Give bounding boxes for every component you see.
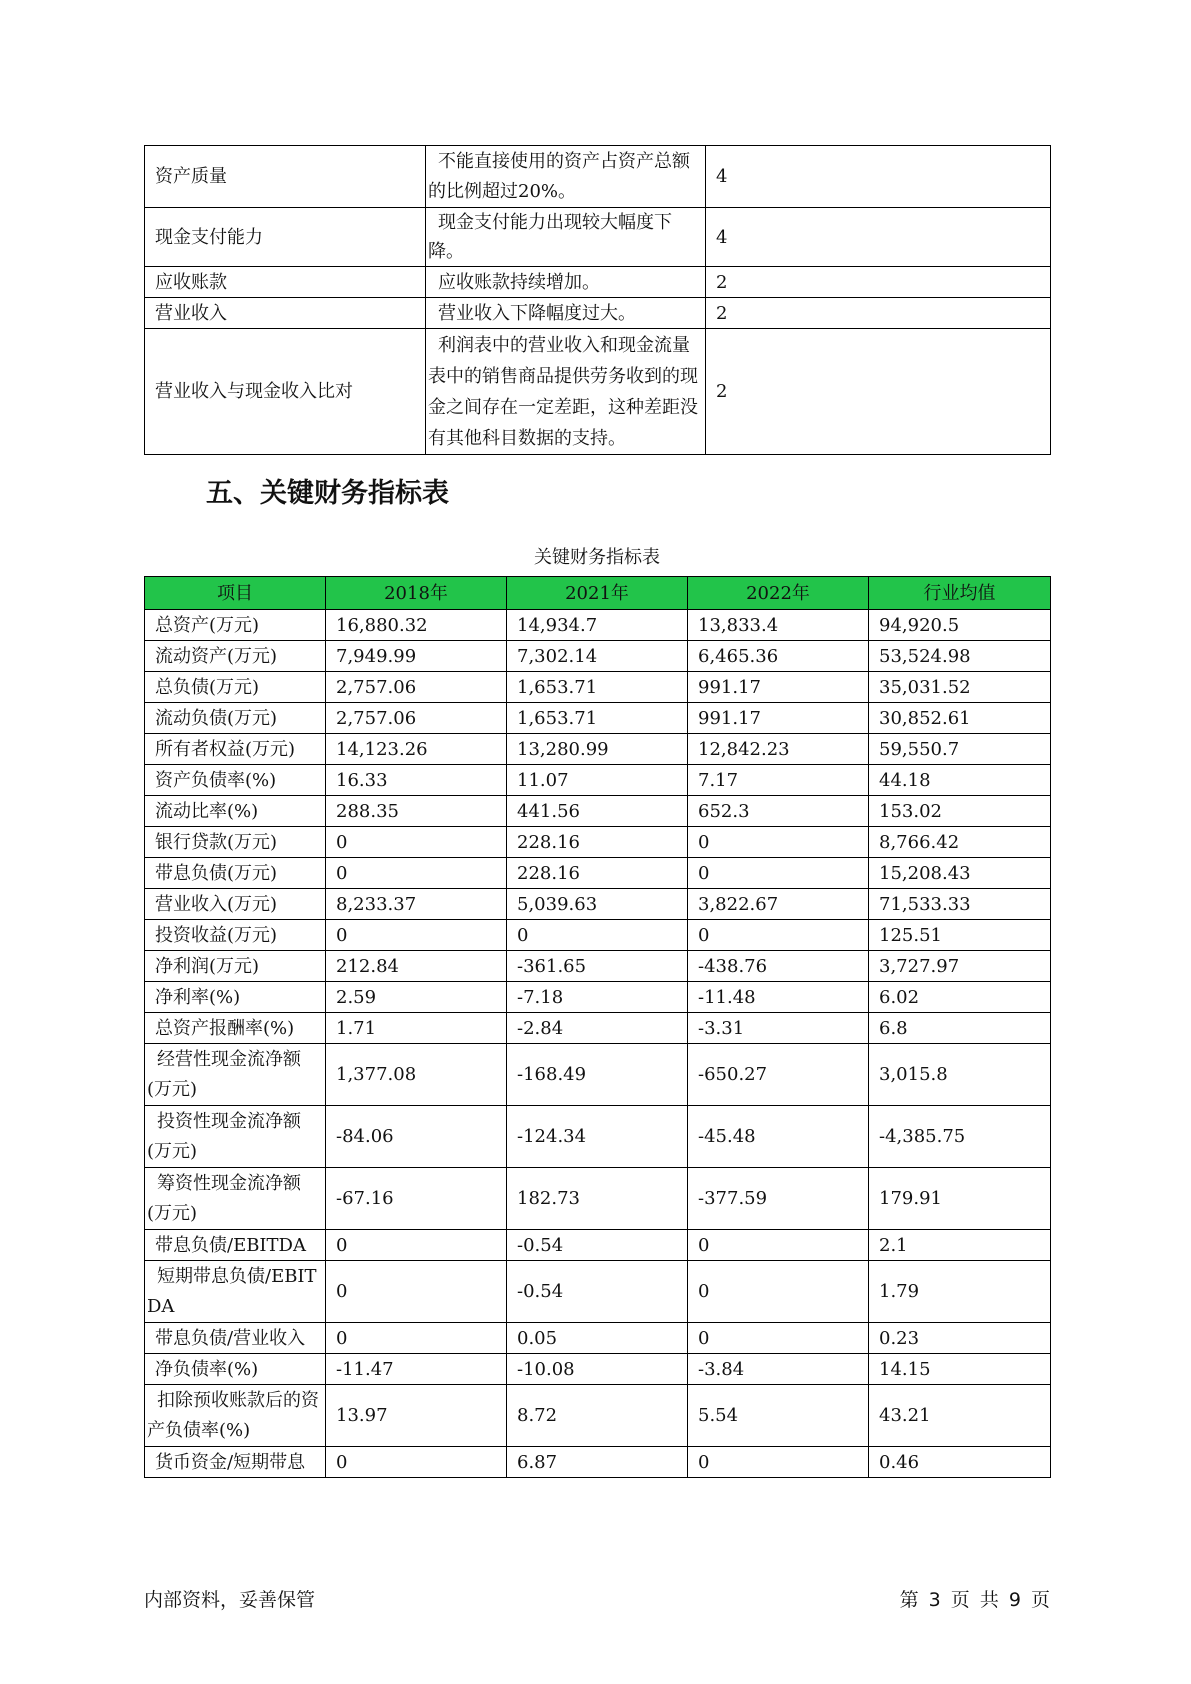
table-row bbox=[145, 1168, 1051, 1230]
indicator-value: 0 bbox=[326, 920, 507, 951]
indicator-name: 流动比率(%) bbox=[145, 796, 326, 827]
table-row bbox=[145, 329, 1051, 455]
indicator-value: -45.48 bbox=[688, 1106, 869, 1168]
risk-item: 营业收入与现金收入比对 bbox=[145, 329, 426, 455]
risk-score: 4 bbox=[706, 208, 1051, 267]
indicator-value: 179.91 bbox=[869, 1168, 1051, 1230]
indicator-value: 0 bbox=[326, 858, 507, 889]
indicator-value: 30,852.61 bbox=[869, 703, 1051, 734]
indicator-value: 0 bbox=[688, 1323, 869, 1354]
indicator-value: 14,123.26 bbox=[326, 734, 507, 765]
indicator-value: 0 bbox=[326, 1230, 507, 1261]
indicator-name: 净利润(万元) bbox=[145, 951, 326, 982]
indicator-value: 15,208.43 bbox=[869, 858, 1051, 889]
indicator-value: 7.17 bbox=[688, 765, 869, 796]
indicator-value: 1.79 bbox=[869, 1261, 1051, 1323]
column-header: 项目 bbox=[145, 577, 326, 610]
indicator-value: -377.59 bbox=[688, 1168, 869, 1230]
table-row bbox=[145, 610, 1051, 641]
indicator-value: 228.16 bbox=[507, 827, 688, 858]
risk-item: 资产质量 bbox=[145, 146, 426, 208]
risk-score: 2 bbox=[706, 298, 1051, 329]
table-row bbox=[145, 208, 1051, 267]
indicator-value: -0.54 bbox=[507, 1230, 688, 1261]
indicator-value: 0 bbox=[688, 858, 869, 889]
table-row bbox=[145, 889, 1051, 920]
indicator-value: 14,934.7 bbox=[507, 610, 688, 641]
table-row bbox=[145, 298, 1051, 329]
indicator-value: -2.84 bbox=[507, 1013, 688, 1044]
confidential-note: 内部资料，妥善保管 bbox=[144, 1589, 316, 1611]
indicator-value: 0 bbox=[688, 1230, 869, 1261]
column-header: 行业均值 bbox=[869, 577, 1051, 610]
indicator-value: 3,015.8 bbox=[869, 1044, 1051, 1106]
indicator-value: -7.18 bbox=[507, 982, 688, 1013]
indicator-value: 441.56 bbox=[507, 796, 688, 827]
table-row bbox=[145, 951, 1051, 982]
indicator-value: 13.97 bbox=[326, 1385, 507, 1447]
table-row bbox=[145, 858, 1051, 889]
indicator-name: 短期带息负债/EBITDA bbox=[145, 1261, 326, 1323]
indicator-value: -0.54 bbox=[507, 1261, 688, 1323]
table-row bbox=[145, 827, 1051, 858]
table-row bbox=[145, 1044, 1051, 1106]
table-row bbox=[145, 796, 1051, 827]
table-row bbox=[145, 1013, 1051, 1044]
indicator-value: 2.59 bbox=[326, 982, 507, 1013]
indicator-value: 12,842.23 bbox=[688, 734, 869, 765]
indicator-value: 1.71 bbox=[326, 1013, 507, 1044]
indicator-value: 0 bbox=[688, 1261, 869, 1323]
indicator-value: -650.27 bbox=[688, 1044, 869, 1106]
risk-score: 2 bbox=[706, 267, 1051, 298]
indicator-value: 8,766.42 bbox=[869, 827, 1051, 858]
table-row bbox=[145, 1323, 1051, 1354]
indicator-value: -67.16 bbox=[326, 1168, 507, 1230]
indicator-value: 5.54 bbox=[688, 1385, 869, 1447]
table-row bbox=[145, 734, 1051, 765]
indicator-value: 182.73 bbox=[507, 1168, 688, 1230]
risk-description: 利润表中的营业收入和现金流量表中的销售商品提供劳务收到的现金之间存在一定差距，这种差距没有其他科目数据的支持。 bbox=[426, 329, 706, 455]
indicator-value: 0 bbox=[688, 1447, 869, 1478]
indicator-value: 991.17 bbox=[688, 672, 869, 703]
table-header-row bbox=[145, 577, 1051, 610]
indicator-value: 16.33 bbox=[326, 765, 507, 796]
risk-indicator-table bbox=[144, 145, 1051, 455]
indicator-value: 0.23 bbox=[869, 1323, 1051, 1354]
indicator-value: -11.47 bbox=[326, 1354, 507, 1385]
page-number: 第 3 页 共 9 页 bbox=[899, 1589, 1050, 1611]
indicator-name: 净利率(%) bbox=[145, 982, 326, 1013]
indicator-name: 投资性现金流净额(万元) bbox=[145, 1106, 326, 1168]
indicator-value: 0 bbox=[326, 1447, 507, 1478]
indicator-value: 59,550.7 bbox=[869, 734, 1051, 765]
column-header: 2021年 bbox=[507, 577, 688, 610]
indicator-name: 流动负债(万元) bbox=[145, 703, 326, 734]
indicator-name: 所有者权益(万元) bbox=[145, 734, 326, 765]
indicator-name: 货币资金/短期带息 bbox=[145, 1447, 326, 1478]
indicator-name: 筹资性现金流净额(万元) bbox=[145, 1168, 326, 1230]
risk-score: 2 bbox=[706, 329, 1051, 455]
table-row bbox=[145, 765, 1051, 796]
indicator-value: 228.16 bbox=[507, 858, 688, 889]
risk-score: 4 bbox=[706, 146, 1051, 208]
column-header: 2022年 bbox=[688, 577, 869, 610]
risk-description: 营业收入下降幅度过大。 bbox=[426, 298, 706, 329]
indicator-value: 125.51 bbox=[869, 920, 1051, 951]
indicator-value: 7,949.99 bbox=[326, 641, 507, 672]
table-row bbox=[145, 1385, 1051, 1447]
indicator-value: -168.49 bbox=[507, 1044, 688, 1106]
indicator-value: 44.18 bbox=[869, 765, 1051, 796]
indicator-value: -438.76 bbox=[688, 951, 869, 982]
indicator-value: 13,280.99 bbox=[507, 734, 688, 765]
table-caption: 关键财务指标表 bbox=[534, 547, 660, 568]
indicator-name: 资产负债率(%) bbox=[145, 765, 326, 796]
indicator-value: 8.72 bbox=[507, 1385, 688, 1447]
risk-description: 现金支付能力出现较大幅度下降。 bbox=[426, 208, 706, 267]
indicator-value: 991.17 bbox=[688, 703, 869, 734]
indicator-name: 流动资产(万元) bbox=[145, 641, 326, 672]
indicator-name: 带息负债/EBITDA bbox=[145, 1230, 326, 1261]
indicator-value: 16,880.32 bbox=[326, 610, 507, 641]
indicator-value: 212.84 bbox=[326, 951, 507, 982]
indicator-value: 0 bbox=[326, 1323, 507, 1354]
indicator-value: -84.06 bbox=[326, 1106, 507, 1168]
indicator-value: 0 bbox=[688, 920, 869, 951]
indicator-value: -4,385.75 bbox=[869, 1106, 1051, 1168]
indicator-name: 扣除预收账款后的资产负债率(%) bbox=[145, 1385, 326, 1447]
indicator-value: 5,039.63 bbox=[507, 889, 688, 920]
indicator-value: 0.05 bbox=[507, 1323, 688, 1354]
table-row bbox=[145, 1230, 1051, 1261]
indicator-value: 13,833.4 bbox=[688, 610, 869, 641]
indicator-value: 153.02 bbox=[869, 796, 1051, 827]
indicator-value: -361.65 bbox=[507, 951, 688, 982]
indicator-value: 3,822.67 bbox=[688, 889, 869, 920]
indicator-name: 总资产报酬率(%) bbox=[145, 1013, 326, 1044]
indicator-value: 6,465.36 bbox=[688, 641, 869, 672]
indicator-name: 带息负债/营业收入 bbox=[145, 1323, 326, 1354]
indicator-value: 53,524.98 bbox=[869, 641, 1051, 672]
table-row bbox=[145, 982, 1051, 1013]
table-row bbox=[145, 146, 1051, 208]
indicator-value: 1,653.71 bbox=[507, 703, 688, 734]
indicator-value: 2.1 bbox=[869, 1230, 1051, 1261]
section-title: 五、关键财务指标表 bbox=[206, 478, 449, 509]
risk-item: 营业收入 bbox=[145, 298, 426, 329]
indicator-value: -11.48 bbox=[688, 982, 869, 1013]
indicator-value: 7,302.14 bbox=[507, 641, 688, 672]
indicator-value: -3.31 bbox=[688, 1013, 869, 1044]
indicator-value: 11.07 bbox=[507, 765, 688, 796]
table-row bbox=[145, 920, 1051, 951]
indicator-name: 总资产(万元) bbox=[145, 610, 326, 641]
indicator-value: 0 bbox=[688, 827, 869, 858]
indicator-value: 1,377.08 bbox=[326, 1044, 507, 1106]
indicator-name: 总负债(万元) bbox=[145, 672, 326, 703]
table-row bbox=[145, 1106, 1051, 1168]
key-financial-indicators-table bbox=[144, 576, 1051, 1478]
indicator-value: 2,757.06 bbox=[326, 672, 507, 703]
risk-description: 不能直接使用的资产占资产总额的比例超过20%。 bbox=[426, 146, 706, 208]
indicator-value: 652.3 bbox=[688, 796, 869, 827]
indicator-value: -10.08 bbox=[507, 1354, 688, 1385]
indicator-value: 6.87 bbox=[507, 1447, 688, 1478]
table-row bbox=[145, 267, 1051, 298]
table-row bbox=[145, 641, 1051, 672]
indicator-value: 94,920.5 bbox=[869, 610, 1051, 641]
indicator-value: 0 bbox=[507, 920, 688, 951]
indicator-value: 71,533.33 bbox=[869, 889, 1051, 920]
table-row bbox=[145, 1261, 1051, 1323]
indicator-value: 8,233.37 bbox=[326, 889, 507, 920]
table-row bbox=[145, 672, 1051, 703]
indicator-value: 2,757.06 bbox=[326, 703, 507, 734]
indicator-name: 净负债率(%) bbox=[145, 1354, 326, 1385]
indicator-value: 14.15 bbox=[869, 1354, 1051, 1385]
indicator-value: 0 bbox=[326, 1261, 507, 1323]
table-row bbox=[145, 1354, 1051, 1385]
indicator-name: 经营性现金流净额(万元) bbox=[145, 1044, 326, 1106]
column-header: 2018年 bbox=[326, 577, 507, 610]
indicator-value: -124.34 bbox=[507, 1106, 688, 1168]
indicator-name: 投资收益(万元) bbox=[145, 920, 326, 951]
indicator-value: 35,031.52 bbox=[869, 672, 1051, 703]
indicator-value: 6.8 bbox=[869, 1013, 1051, 1044]
indicator-value: 0 bbox=[326, 827, 507, 858]
table-row bbox=[145, 1447, 1051, 1478]
risk-item: 现金支付能力 bbox=[145, 208, 426, 267]
indicator-value: 3,727.97 bbox=[869, 951, 1051, 982]
table-row bbox=[145, 703, 1051, 734]
indicator-value: 0.46 bbox=[869, 1447, 1051, 1478]
indicator-value: 6.02 bbox=[869, 982, 1051, 1013]
risk-item: 应收账款 bbox=[145, 267, 426, 298]
indicator-name: 营业收入(万元) bbox=[145, 889, 326, 920]
risk-description: 应收账款持续增加。 bbox=[426, 267, 706, 298]
indicator-value: -3.84 bbox=[688, 1354, 869, 1385]
indicator-value: 43.21 bbox=[869, 1385, 1051, 1447]
indicator-name: 银行贷款(万元) bbox=[145, 827, 326, 858]
indicator-value: 288.35 bbox=[326, 796, 507, 827]
indicator-name: 带息负债(万元) bbox=[145, 858, 326, 889]
indicator-value: 1,653.71 bbox=[507, 672, 688, 703]
